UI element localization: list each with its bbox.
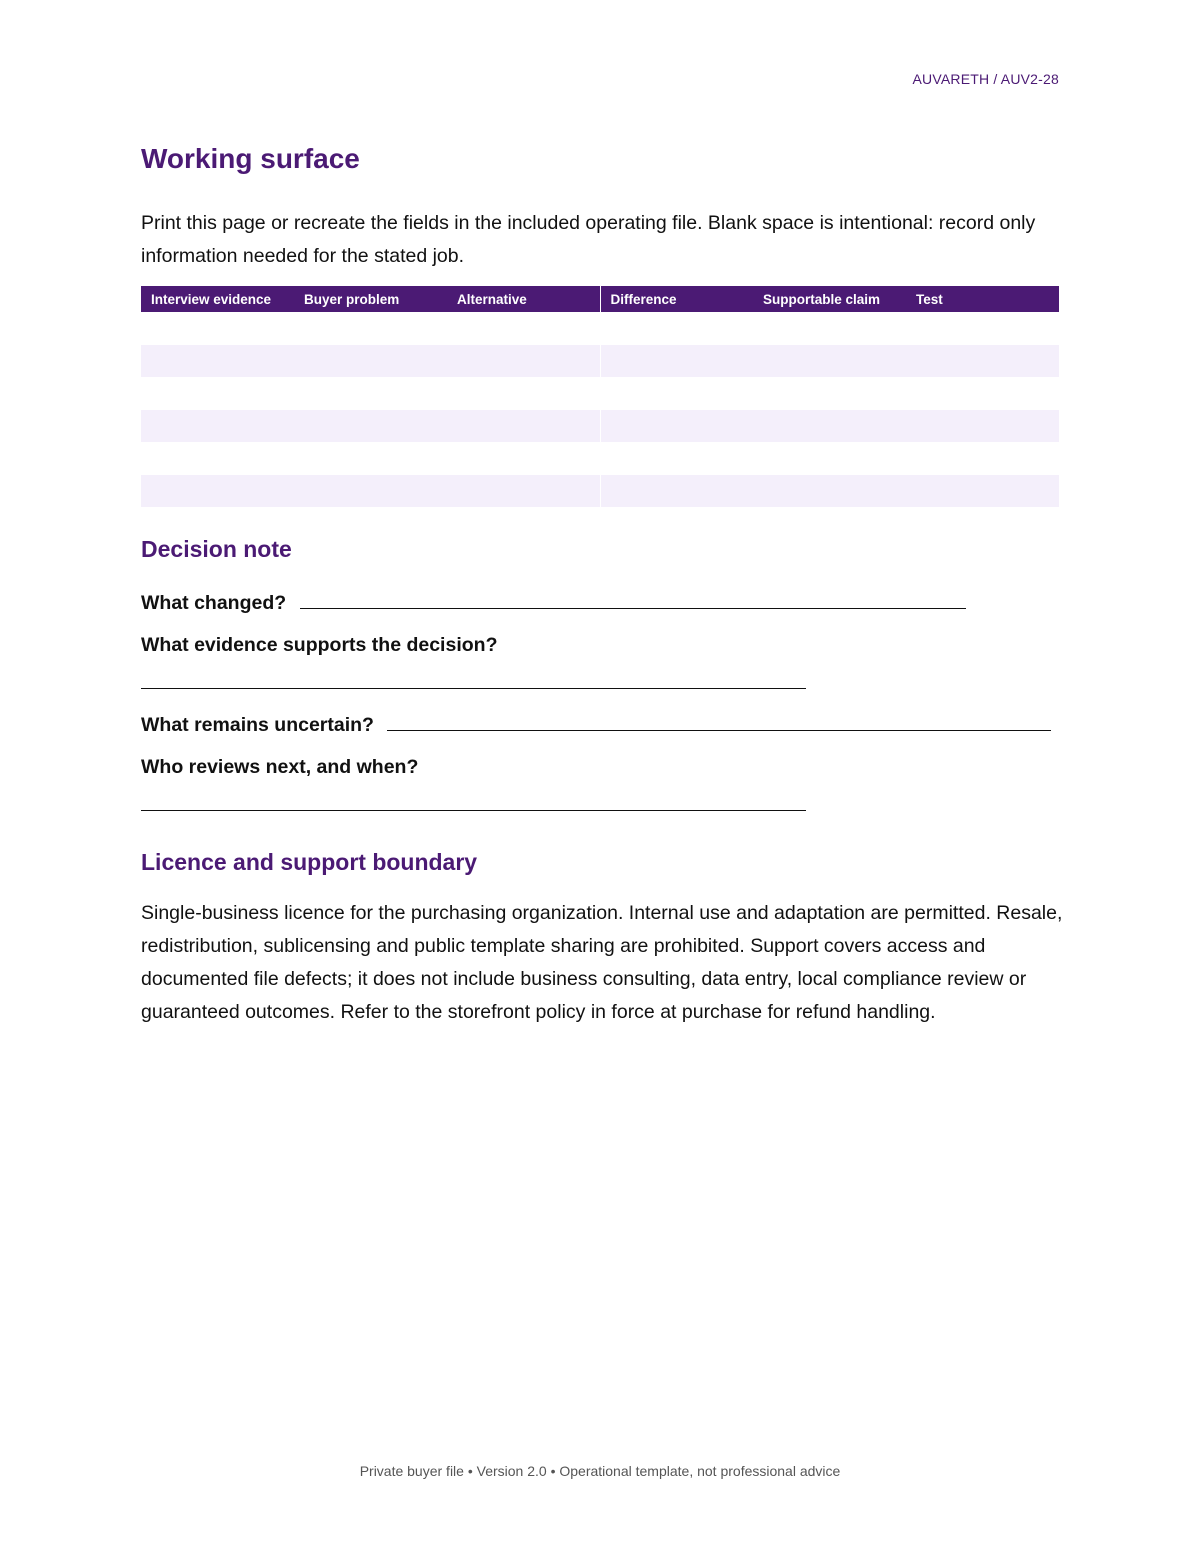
- table-cell[interactable]: [906, 377, 1059, 410]
- table-cell[interactable]: [141, 345, 294, 378]
- question-label: Who reviews next, and when?: [141, 756, 419, 778]
- table-cell[interactable]: [906, 410, 1059, 443]
- table-cell[interactable]: [600, 410, 753, 443]
- table-row: [141, 377, 1059, 410]
- table-cell[interactable]: [447, 442, 600, 475]
- answer-line[interactable]: [387, 711, 1051, 731]
- table-cell[interactable]: [141, 377, 294, 410]
- table-cell[interactable]: [294, 442, 447, 475]
- answer-line[interactable]: [141, 810, 806, 811]
- decision-note-heading: Decision note: [141, 536, 292, 562]
- table-cell[interactable]: [753, 442, 906, 475]
- answer-line[interactable]: [141, 688, 806, 689]
- table-row: [141, 410, 1059, 443]
- table-cell[interactable]: [906, 442, 1059, 475]
- question-reviewer: [141, 756, 418, 779]
- table-cell[interactable]: [753, 475, 906, 508]
- question-label: What changed?: [141, 592, 287, 614]
- table-cell[interactable]: [294, 475, 447, 508]
- column-header: Test: [906, 286, 1059, 312]
- table-cell[interactable]: [447, 377, 600, 410]
- table-cell[interactable]: [141, 312, 294, 345]
- table-cell[interactable]: [141, 475, 294, 508]
- table-cell[interactable]: [141, 442, 294, 475]
- question-uncertain: [141, 711, 1051, 737]
- table-row: [141, 312, 1059, 345]
- question-evidence: [141, 634, 497, 657]
- table-cell[interactable]: [600, 442, 753, 475]
- table-cell[interactable]: [294, 345, 447, 378]
- table-cell[interactable]: [753, 312, 906, 345]
- answer-line[interactable]: [300, 589, 966, 609]
- page-title: Working surface: [141, 143, 360, 174]
- table-cell[interactable]: [600, 475, 753, 508]
- table-cell[interactable]: [294, 312, 447, 345]
- document-reference: AUVARETH / AUV2-28: [912, 71, 1059, 87]
- table-header-row: [141, 286, 1059, 312]
- column-header: Difference: [600, 286, 753, 312]
- question-label: What evidence supports the decision?: [141, 634, 498, 656]
- table-cell[interactable]: [447, 475, 600, 508]
- table-cell[interactable]: [600, 345, 753, 378]
- table-cell[interactable]: [753, 345, 906, 378]
- table-cell[interactable]: [447, 345, 600, 378]
- table-cell[interactable]: [447, 312, 600, 345]
- table-cell[interactable]: [906, 312, 1059, 345]
- working-surface-table: [141, 286, 1059, 507]
- licence-paragraph: Single-business licence for the purchasing organization. Internal use and adaptation are permitted. Resale, redistribution, sublicensing and public template sharing are prohibited. Support covers access and documented file defects; it does not include business consulting, data entry, local compliance review or guaranteed outcomes. Refer to the storefront policy in force at purchase for refund handling.: [141, 902, 1063, 1023]
- table-row: [141, 442, 1059, 475]
- table-cell[interactable]: [906, 475, 1059, 508]
- column-header: Buyer problem: [294, 286, 447, 312]
- column-header: Interview evidence: [141, 286, 294, 312]
- column-header: Supportable claim: [753, 286, 906, 312]
- table-cell[interactable]: [600, 312, 753, 345]
- table-cell[interactable]: [141, 410, 294, 443]
- page-footer: Private buyer file • Version 2.0 • Operational template, not professional advice: [359, 1463, 841, 1479]
- column-header: Alternative: [447, 286, 600, 312]
- table-cell[interactable]: [294, 410, 447, 443]
- question-what-changed: [141, 589, 966, 615]
- table-cell[interactable]: [753, 410, 906, 443]
- table-cell[interactable]: [600, 377, 753, 410]
- table-cell[interactable]: [906, 345, 1059, 378]
- table-row: [141, 475, 1059, 508]
- table-cell[interactable]: [447, 410, 600, 443]
- table-row: [141, 345, 1059, 378]
- table-cell[interactable]: [294, 377, 447, 410]
- intro-paragraph: Print this page or recreate the fields in the included operating file. Blank space is intentional: record only information needed for the stated job.: [141, 212, 1036, 267]
- licence-heading: Licence and support boundary: [141, 849, 478, 875]
- question-label: What remains uncertain?: [141, 714, 374, 736]
- table-cell[interactable]: [753, 377, 906, 410]
